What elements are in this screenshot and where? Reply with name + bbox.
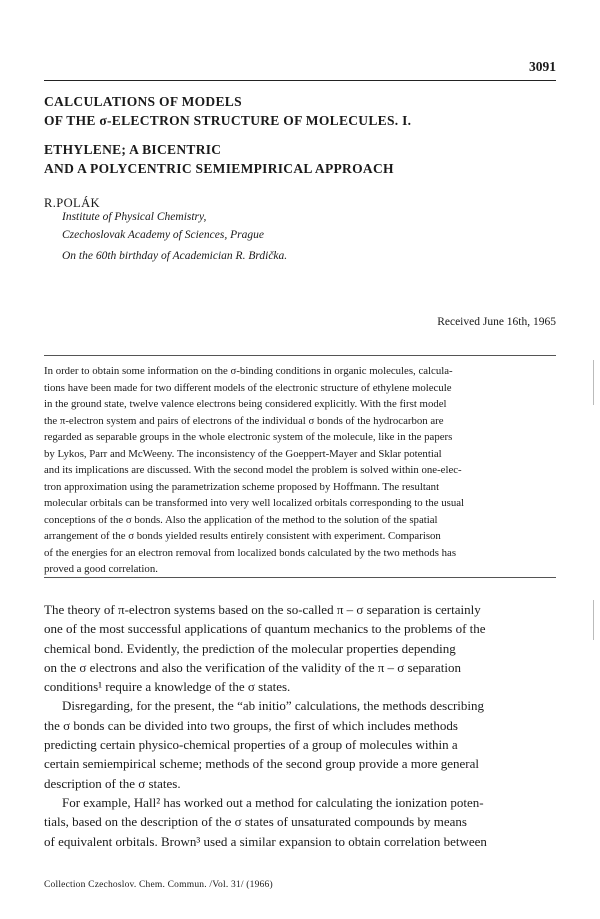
scan-edge-mark [593,360,594,405]
abstract-line: the π-electron system and pairs of electrons of the individual σ bonds of the hydrocarbon are [44,414,444,427]
header-rule [44,80,556,81]
abstract-bottom-rule [44,577,556,578]
title-line-3: ETHYLENE; A BICENTRIC [44,142,222,157]
abstract-line: and its implications are discussed. With the second model the problem is solved within one-elec- [44,464,462,476]
abstract [44,363,558,578]
title-line-1: CALCULATIONS OF MODELS [44,94,242,109]
affiliation [62,208,264,244]
body-line: conditions¹ require a knowledge of the σ states. [44,679,291,695]
abstract-line: of the energies for an electron removal from localized bonds calculated by the two methods has [44,546,457,559]
title-line-2: OF THE σ-ELECTRON STRUCTURE OF MOLECULES. I. [44,113,412,128]
body-line: on the σ electrons and also the verification of the validity of the π – σ separation [44,659,461,675]
affiliation-line-2: Czechoslovak Academy of Sciences, Prague [62,229,264,241]
author-name: R.POLÁK [44,196,100,210]
scan-edge-mark [593,600,594,640]
abstract-line: regarded as separable groups in the whole electronic system of the molecule, like in the papers [44,431,453,443]
body-line: predicting certain physico-chemical properties of a group of molecules within a [44,737,458,753]
abstract-line: by Lykos, Parr and McWeeny. The inconsistency of the Goeppert-Mayer and Sklar potential [44,447,442,460]
abstract-line: molecular orbitals can be transformed into very well localized orbitals corresponding to the usual [44,497,465,509]
abstract-line: in the ground state, twelve valence electrons being considered explicitly. With the first model [44,398,447,410]
body-line: tials, based on the description of the σ states of unsaturated compounds by means [44,814,467,830]
body-line: chemical bond. Evidently, the prediction of the molecular properties depending [44,640,456,656]
abstract-line: conceptions of the σ bonds. Also the application of the method to the solution of the spatial [44,513,438,526]
body-line: The theory of π-electron systems based on the so-called π – σ separation is certainly [44,602,481,617]
body-line: For example, Hall² has worked out a method for calculating the ionization poten- [62,794,484,810]
abstract-line: arrangement of the σ bonds yielded results entirely consistent with experiment. Comparison [44,530,441,542]
abstract-line: In order to obtain some information on the σ-binding conditions in organic molecules, calcula- [44,365,453,377]
article-title [44,92,564,178]
title-line-4: AND A POLYCENTRIC SEMIEMPIRICAL APPROACH [44,161,394,176]
body-line: certain semiempirical scheme; methods of the second group provide a more general [44,756,479,772]
dedication: On the 60th birthday of Academician R. Brdička. [62,250,288,262]
journal-footer: Collection Czechoslov. Chem. Commun. /Vol. 31/ (1966) [44,880,273,890]
body-line: Disregarding, for the present, the “ab initio” calculations, the methods describing [62,698,485,714]
abstract-line: tron approximation using the parametrization scheme proposed by Hoffmann. The resultant [44,480,440,493]
affiliation-line-1: Institute of Physical Chemistry, [62,211,207,223]
body-line: description of the σ states. [44,775,181,791]
body-line: the σ bonds can be divided into two groups, the first of which includes methods [44,717,458,733]
body-line: one of the most successful applications of quantum mechanics to the problems of the [44,621,486,637]
body-text [44,600,558,851]
abstract-line: tions have been made for two different models of the electronic structure of ethylene molecule [44,381,452,394]
received-date: Received June 16th, 1965 [437,316,556,328]
page-number: 3091 [529,59,556,74]
abstract-line: proved a good correlation. [44,563,158,575]
abstract-top-rule [44,355,556,356]
body-line: of equivalent orbitals. Brown³ used a similar expansion to obtain correlation between [44,833,487,849]
